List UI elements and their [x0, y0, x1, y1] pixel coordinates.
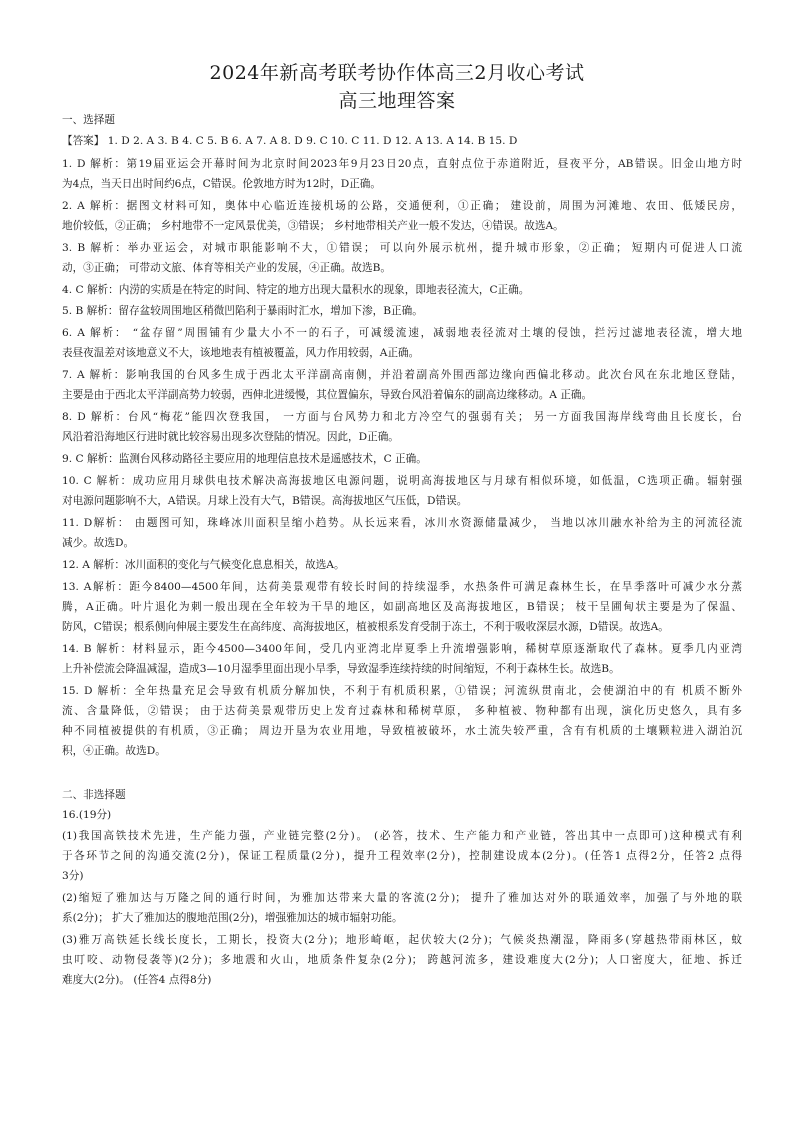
explanation-q15-line1: 15. D 解析：全年热量充足会导致有机质分解加快，不利于有机质积累，①错误；河流纵贯南北，会使湖泊中的有 机质不断外 — [62, 685, 742, 697]
explanation-q10-line1: 10. C 解析：成功应用月球供电技术解决高海拔地区电源问题，说明高海拔地区与月球有相似环境，如低温，C选项正确。辐射强 — [62, 475, 742, 487]
explanation-q6-line2: 表昼夜温差对该地意义不大，该地地表有植被覆盖，风力作用较弱，A正确。 — [62, 347, 420, 359]
explanation-q4: 4. C 解析：内涝的实质是在特定的时间、特定的地方出现大量积水的现象，即地表径流大，C正确。 — [62, 284, 530, 296]
explanation-q5: 5. B 解析：留存盆较周围地区稍微凹陷利于暴雨时汇水，增加下渗，B正确。 — [62, 305, 423, 317]
answer-q16-3-line1: (3)雅万高铁延长线长度长，工期长，投资大(2分)；地形崎岖，起伏较大(2分)；气候炎热潮湿，降雨多(穿越热带雨林区，蚊 — [62, 934, 742, 946]
explanation-q15-line4: 积，④正确。故选D。 — [62, 745, 166, 757]
page-title: 2024年新高考联考协作体高三2月收心考试 — [209, 62, 585, 84]
explanation-q14-line1: 14. B 解析：材料显示，距今4500—3400年间，受几内亚湾北岸夏季上升流增强影响，稀树草原逐渐取代了森林。夏季几内亚湾 — [62, 643, 742, 655]
explanation-q13-line3: 防风，C错误；根系侧向伸展主要发生在高纬度、高海拔地区，植被根系发育受制于冻土，不利于吸收深层水源，D错误。故选A。 — [62, 621, 669, 633]
explanation-q6-line1: 6. A 解析： “盆存留”周围铺有少量大小不一的石子，可减缓流速，减弱地表径流对土壤的侵蚀，拦污过滤地表径流，增大地 — [62, 327, 742, 339]
explanation-q11-line1: 11. D解析： 由题图可知，珠峰冰川面积呈缩小趋势。从长远来看，冰川水资源储量减少， 当地以冰川融水补给为主的河流径流 — [62, 517, 742, 529]
explanation-q8-line1: 8. D 解析：台风“梅花”能四次登我国， 一方面与台风势力和北方冷空气的强弱有关； 另一方面我国海岸线弯曲且长度长，台 — [62, 411, 742, 423]
explanation-q11-line2: 减少。故选D。 — [62, 537, 135, 549]
explanation-q14-line2: 上升补偿流会降温减湿，造成3—10月湿季里面出现小旱季，导致湿季连续持续的时间缩短，不利于森林生长。故选B。 — [62, 663, 620, 675]
explanation-q13-line1: 13. A解析：距今8400—4500年间，达荷美景观带有较长时间的持续湿季，水热条件可满足森林生长，在旱季落叶可减少水分蒸 — [62, 581, 742, 593]
answer-q16-1-line2: 于各环节之间的沟通交流(2分)，保证工程质量(2分)，提升工程效率(2分)，控制建设成本(2分)。(任答1 点得2分，任答2 点得 — [62, 850, 742, 862]
answer-q16-3-line2: 虫叮咬、动物侵袭等)(2分)；多地震和火山，地质条件复杂(2分)； 跨越河流多，建设难度大(2分)；人口密度大，征地、拆迁 — [62, 954, 742, 966]
answer-q16-1-line1: (1)我国高铁技术先进，生产能力强，产业链完整(2分)。 (必答，技术、生产能力和产业链，答出其中一点即可)这种模式有利 — [62, 830, 742, 842]
explanation-q15-line3: 种不同植被提供的有机质，③正确； 周边开垦为农业用地，导致植被破坏，水土流失较严重，含有有机质的土壤颗粒进入湖泊沉 — [62, 725, 742, 737]
explanation-q8-line2: 风沿着沿海地区行进时就比较容易出现多次登陆的情况。因此，D正确。 — [62, 431, 399, 443]
answer-q16-2-line2: 系(2分)； 扩大了雅加达的腹地范围(2分)，增强雅加达的城市辐射功能。 — [62, 912, 403, 924]
explanation-q2-line1: 2. A 解析：据图文材料可知，奥体中心临近连接机场的公路，交通便利，①正确； 建设前，周围为河滩地、农田、低矮民房， — [62, 200, 742, 212]
explanation-q9: 9. C 解析：监测台风移动路径主要应用的地理信息技术是遥感技术，C 正确。 — [62, 453, 427, 465]
explanation-q3-line1: 3. B 解析：举办亚运会，对城市职能影响不大，①错误； 可以向外展示杭州，提升城市形象，②正确； 短期内可促进人口流 — [62, 242, 742, 254]
explanation-q3-line2: 动，③正确； 可带动文旅、体育等相关产业的发展，④正确。故选B。 — [62, 262, 391, 274]
page-subtitle: 高三地理答案 — [338, 90, 456, 112]
answer-q16-2-line1: (2)缩短了雅加达与万隆之间的通行时间，为雅加达带来大量的客流(2分)； 提升了雅加达对外的联通效率，加强了与外地的联 — [62, 892, 742, 904]
explanation-q1-line1: 1. D 解析：第19届亚运会开幕时间为北京时间2023年9月23日20点，直射点位于赤道附近，昼夜平分，AB错误。旧金山地方时 — [62, 158, 742, 170]
explanation-q1-line2: 为4点，当天日出时间约6点，C错误。伦敦地方时为12时，D正确。 — [62, 178, 381, 190]
answer-key: 【答案】 1. D 2. A 3. B 4. C 5. B 6. A 7. A 8. D 9. C 10. C 11. D 12. A 13. A 14. B 15. D — [62, 135, 518, 147]
explanation-q7-line1: 7. A 解析：影响我国的台风多生成于西北太平洋副高南侧，并沿着副高外围西部边缘向西偏北移动。此次台风在东北地区登陆， — [62, 369, 742, 381]
explanation-q13-line2: 腾，A正确。叶片退化为刺一般出现在全年较为干旱的地区，如副高地区及高海拔地区，B错误； 枝干呈圃甸状主要是为了保温、 — [62, 601, 742, 613]
section-heading-nonchoice: 二、非选择题 — [62, 789, 126, 801]
explanation-q12: 12. A 解析：冰川面积的变化与气候变化息息相关，故选A。 — [62, 559, 345, 571]
explanation-q15-line2: 流、含量降低，②错误； 由于达荷美景观带历史上发育过森林和稀树草原， 多种植被、物种都有出现，演化历史悠久，具有多 — [62, 705, 742, 717]
explanation-q10-line2: 对电源问题影响不大，A错误。月球上没有大气，B错误。高海拔地区气压低，D错误。 — [62, 495, 468, 507]
section-heading-choice: 一、选择题 — [62, 114, 115, 126]
explanation-q2-line2: 地价较低，②正确； 乡村地带不一定风景优美，③错误； 乡村地带相关产业一般不发达，④错误。故选A。 — [62, 220, 564, 232]
q16-heading: 16.(19分) — [62, 809, 112, 821]
answer-q16-1-line3: 3分) — [62, 870, 84, 882]
explanation-q7-line2: 主要是由于西北太平洋副高势力较弱，西伸北进缓慢，其位置偏东，导致台风沿着偏东的副高边缘移动。A 正确。 — [62, 389, 593, 401]
answer-q16-3-line3: 难度大(2分)。 (任答4 点得8分) — [62, 974, 212, 986]
